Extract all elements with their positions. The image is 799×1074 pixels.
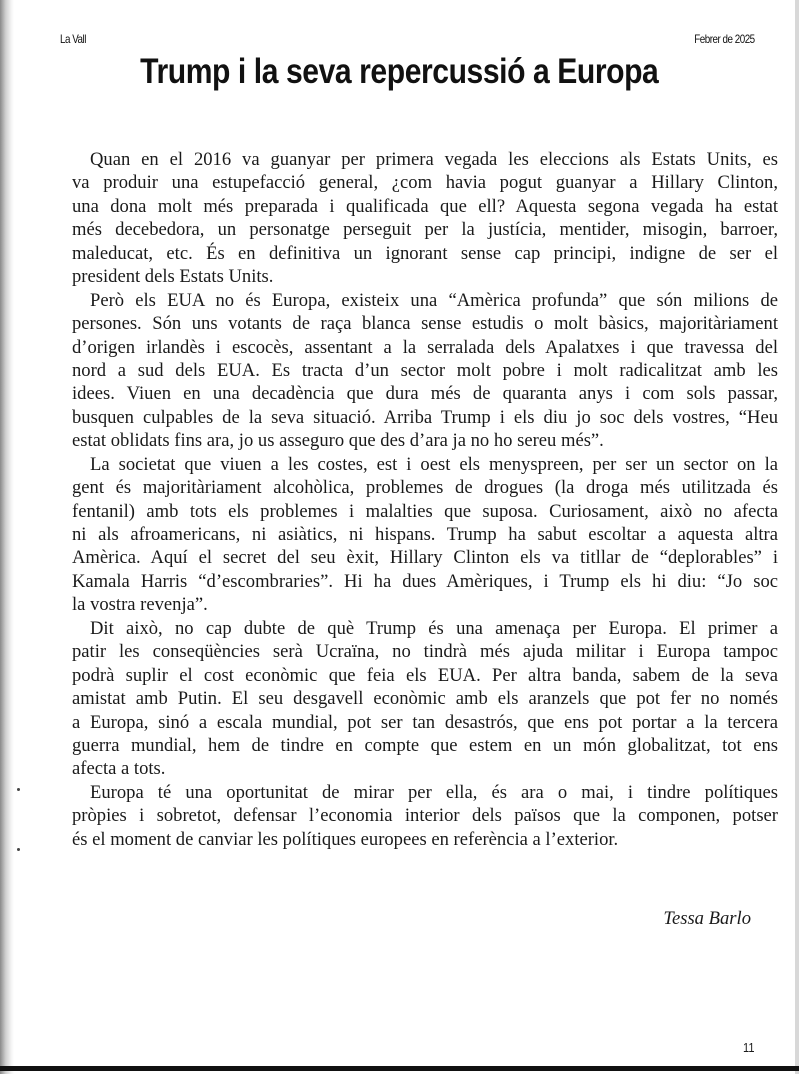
text-line: pròpies i sobretot, defensar l’economia interior dels països que la componen, potser bbox=[72, 805, 778, 827]
text-line: a Europa, sinó a escala mundial, pot ser tan desastrós, que ens pot portar a la tercera bbox=[72, 711, 778, 733]
text-line: Dit això, no cap dubte de què Trump és una amenaça per Europa. El primer a bbox=[90, 617, 778, 639]
text-line: busquen culpables de la seva situació. Arriba Trump i els diu jo soc dels vostres, “Heu bbox=[72, 406, 778, 428]
text-line: una dona molt més preparada i qualificada que ell? Aquesta segona vegada ha estat bbox=[72, 195, 778, 217]
text-line: persones. Són uns votants de raça blanca sense estudis o molt bàsics, majoritàriament bbox=[72, 313, 778, 335]
text-line: ni als afroamericans, ni asiàtics, ni hispans. Trump ha sabut escoltar a aquesta altra bbox=[72, 524, 778, 545]
article-title bbox=[0, 52, 799, 92]
text-line: afecta a tots. bbox=[72, 758, 166, 780]
paragraph bbox=[72, 617, 778, 781]
text-line: d’origen irlandès i escocès, assentant a la serralada dels Apalatxes i que travessa del bbox=[72, 336, 778, 358]
text-line: estat oblidats fins ara, jo us asseguro que des d’ara ja no ho sereu més”. bbox=[72, 430, 604, 452]
text-line: va produir una estupefacció general, ¿com havia pogut guanyar a Hillary Clinton, bbox=[72, 172, 778, 194]
publication-name: La Vall bbox=[60, 32, 86, 46]
text-line: maleducat, etc. És en definitiva un ignorant sense cap principi, indigne de ser el bbox=[72, 242, 778, 264]
text-line: Quan en el 2016 va guanyar per primera vegada les eleccions als Estats Units, es bbox=[90, 149, 778, 170]
text-line: podrà suplir el cost econòmic que feia els EUA. Per altra banda, sabem de la seva bbox=[72, 664, 778, 686]
article-title-text: Trump i la seva repercussió a Europa bbox=[140, 52, 659, 91]
paragraph bbox=[72, 289, 778, 453]
text-line: idees. Viuen en una decadència que dura més de quaranta anys i com sols passar, bbox=[72, 383, 778, 405]
scan-speck bbox=[17, 848, 20, 851]
scan-shadow-right bbox=[795, 0, 799, 1074]
text-line: Europa té una oportunitat de mirar per ella, és ara o mai, i tindre polítiques bbox=[90, 781, 778, 803]
text-line: president dels Estats Units. bbox=[72, 266, 274, 288]
text-line: gent és majoritàriament alcohòlica, problemes de drogues (la droga més utilitzada és bbox=[72, 477, 778, 499]
text-line: nord a sud dels EUA. Es tracta d’un sector molt pobre i molt radicalitzat amb les bbox=[72, 359, 778, 381]
issue-date: Febrer de 2025 bbox=[694, 32, 755, 46]
paragraph bbox=[72, 453, 778, 617]
text-line: més decebedora, un personatge perseguit per la justícia, mentider, misogin, barroer, bbox=[72, 219, 778, 241]
page-number: 11 bbox=[742, 1040, 754, 1055]
text-line: patir les conseqüències serà Ucraïna, no tindrà més ajuda militar i Europa tampoc bbox=[72, 641, 778, 663]
text-line: Amèrica. Aquí el secret del seu èxit, Hillary Clinton els va titllar de “deplorables” i bbox=[72, 547, 778, 569]
author-signature: Tessa Barlo bbox=[663, 908, 751, 929]
bottom-rule bbox=[0, 1066, 799, 1071]
scan-shadow-left bbox=[0, 0, 14, 1074]
text-line: fentanil) amb tots els problemes i malalties que suposa. Curiosament, això no afecta bbox=[72, 500, 778, 522]
text-line: Però els EUA no és Europa, existeix una “Amèrica profunda” que són milions de bbox=[90, 289, 778, 311]
paragraph bbox=[72, 781, 778, 851]
text-line: és el moment de canviar les polítiques europees en referència a l’exterior. bbox=[72, 828, 619, 850]
paragraph bbox=[72, 148, 778, 289]
text-line: la vostra revenja”. bbox=[72, 594, 208, 616]
text-line: amistat amb Putin. El seu desgavell econòmic amb els aranzels que pot fer no només bbox=[72, 688, 778, 710]
text-line: guerra mundial, hem de tindre en compte que estem en un món globalitzat, tot ens bbox=[72, 734, 778, 756]
article-body bbox=[72, 148, 778, 851]
text-line: La societat que viuen a les costes, est i oest els menyspreen, per ser un sector on la bbox=[90, 453, 778, 475]
scan-speck bbox=[17, 788, 20, 791]
text-line: Kamala Harris “d’escombraries”. Hi ha dues Amèriques, i Trump els hi diu: “Jo soc bbox=[72, 570, 778, 592]
